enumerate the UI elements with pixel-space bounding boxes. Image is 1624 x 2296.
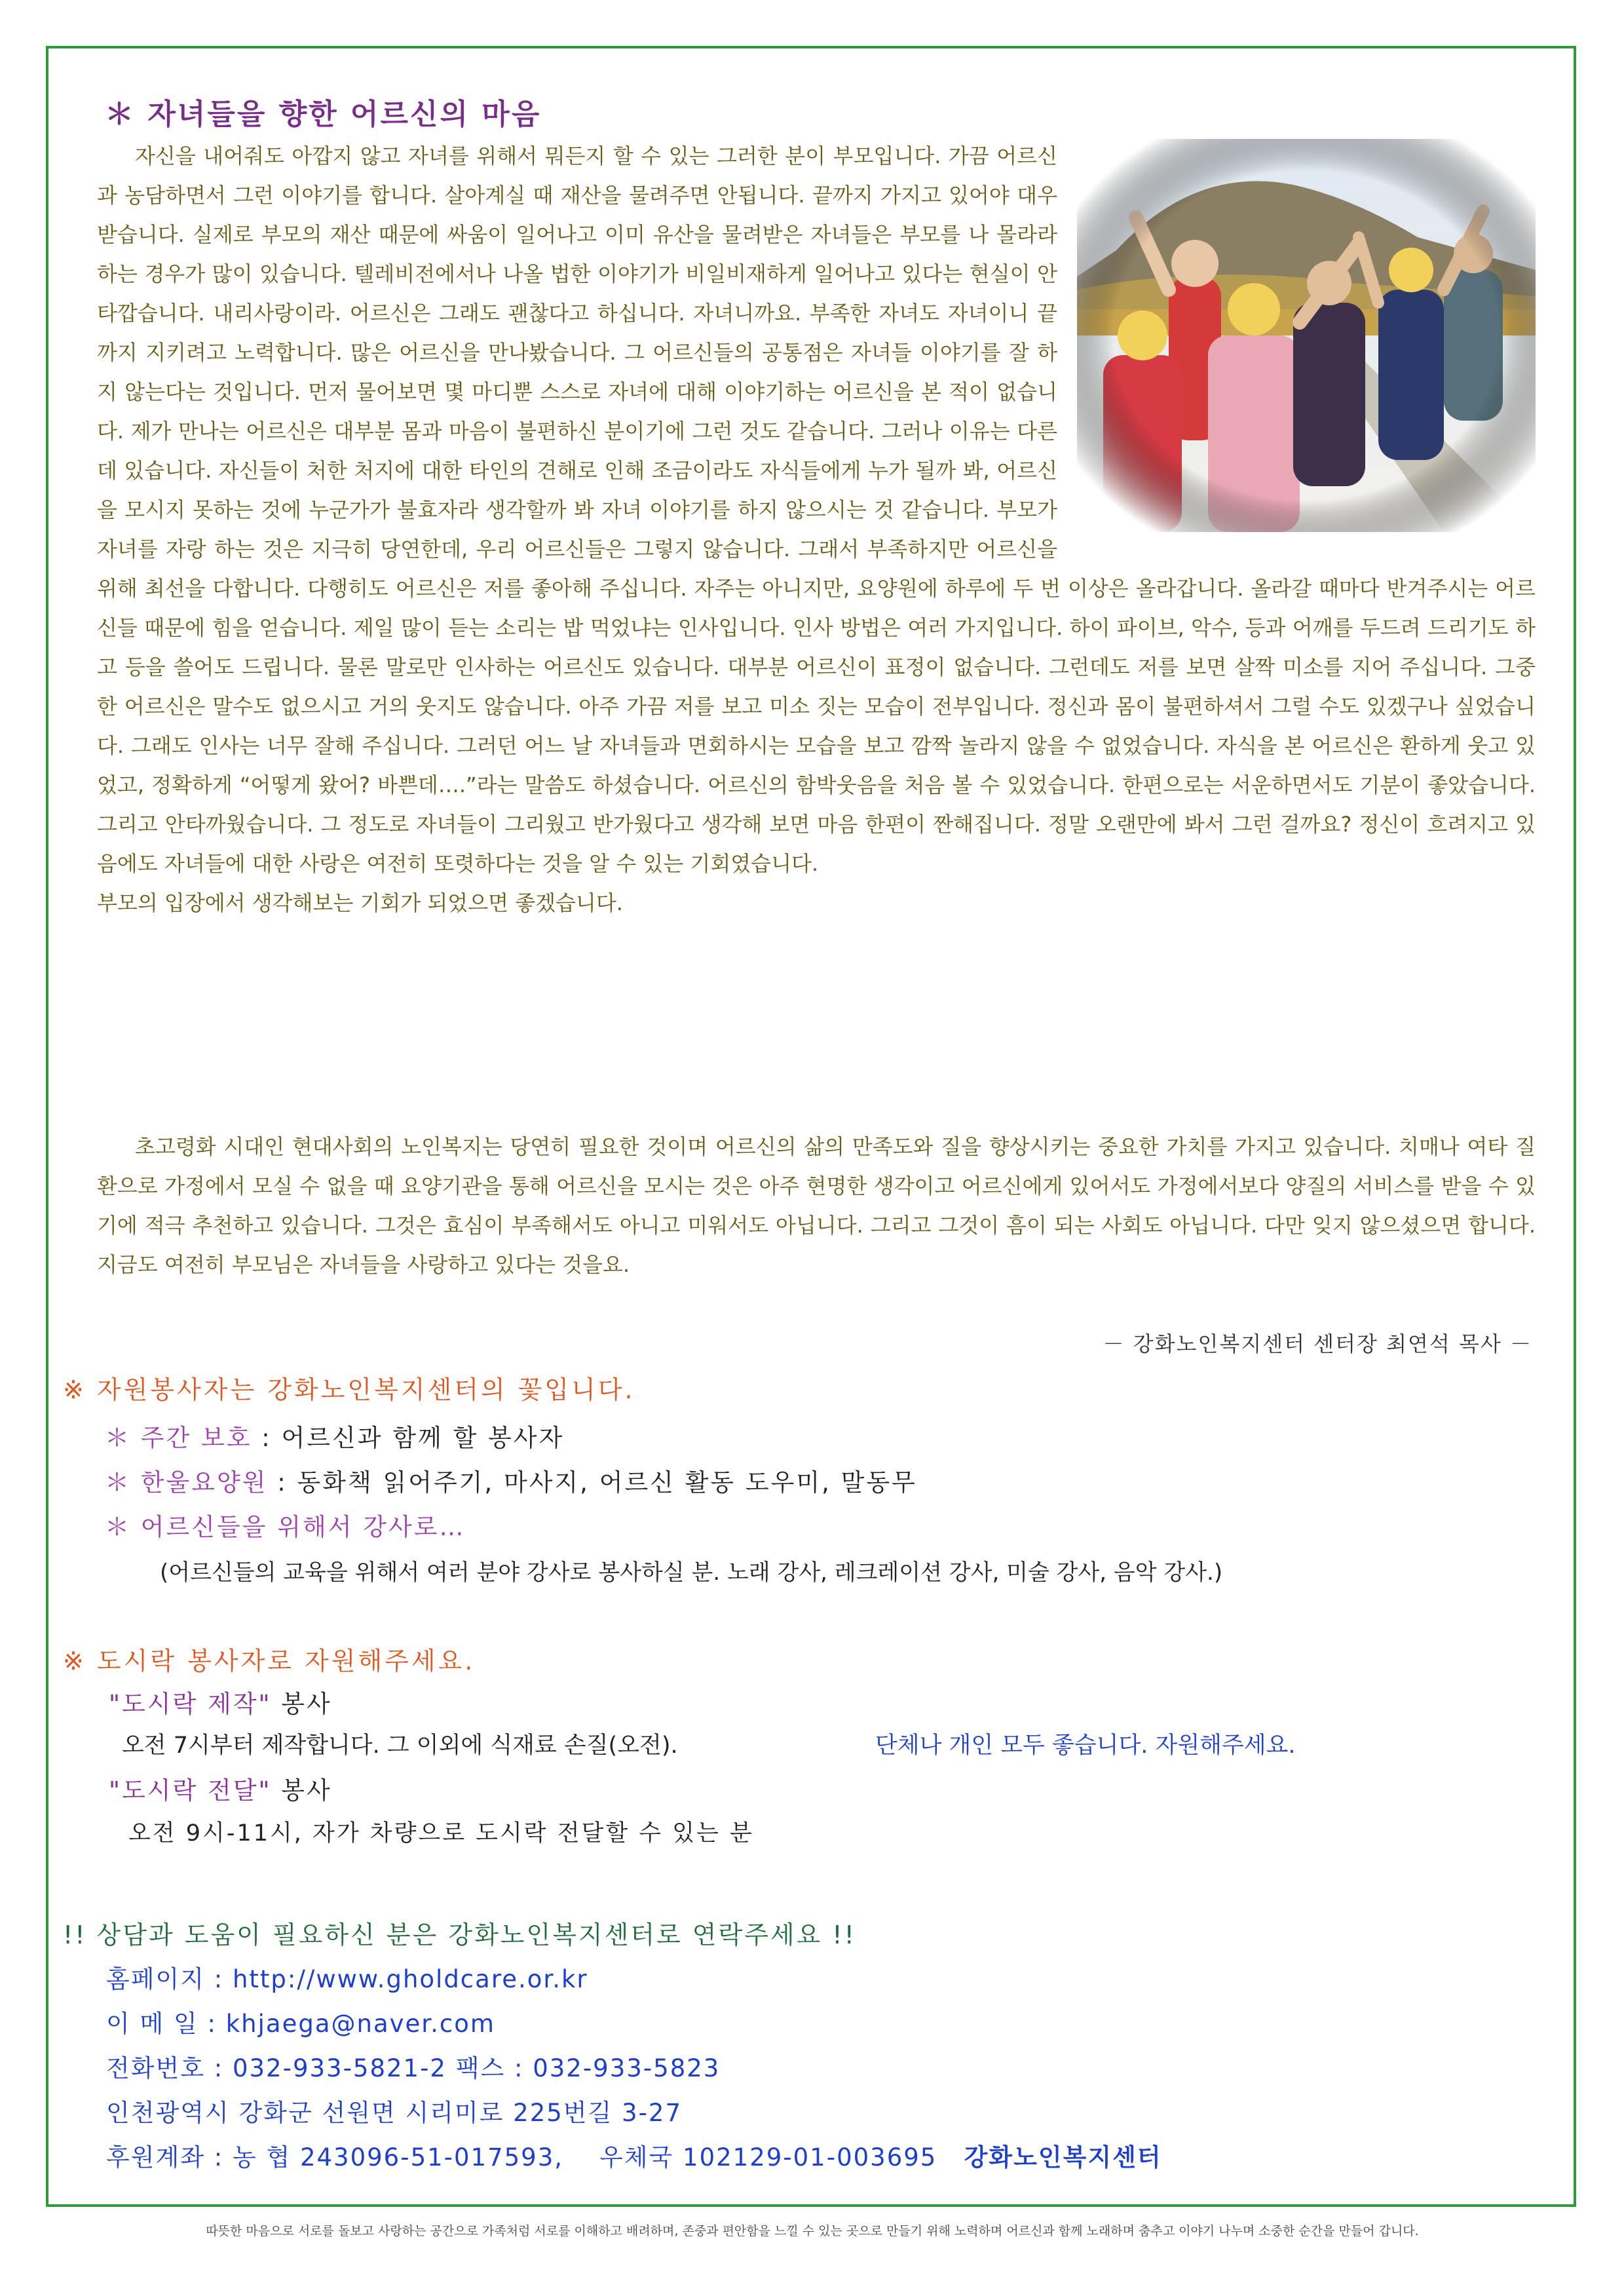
account-label: 후원계좌 : [106,2143,233,2172]
contact-email-row [106,2004,495,2039]
article-title: ＊ 자녀들을 향한 어르신의 마음 [105,98,542,131]
account-post: 우체국 102129-01-003695 [599,2143,937,2172]
article-paragraph-1: 자신을 내어줘도 아깝지 않고 자녀를 위해서 뭐든지 할 수 있는 그러한 분이 부모입니다. 가끔 어르신과 농담하면서 그런 이야기를 합니다. 살아계실 때 재산을 물려주면 안됩니다. 끝까지 가지고 있어야 대우받습니다. 실제로 부모의 재산 때문에 싸움이 일어나고 이미 유산을 물려받은 자녀들은 부모를 나 몰라라 하는 경우가 많이 있습니다. 텔레비전에서나 나올 법한 이야기가 비일비재하게 일어나고 있다는 현실이 안타깝습니다. 내리사랑이라. 어르신은 그래도 괜찮다고 하십니다. 자녀니까요. 부족한 자녀도 자녀이니 끝까지 지키려고 노력합니다. 많은 어르신을 만나봤습니다. 그 어르신들의 공통점은 자녀들 이야기를 잘 하지 않는다는 것입니다. 먼저 물어보면 몇 마디뿐 스스로 자녀에 대해 이야기하는 어르신을 본 적이 없습니다. 제가 만나는 어르신은 대부분 몸과 마음이 불편하신 분이기에 그런 것도 같습니다. 그러나 이유는 다른 데 있습니다. 자신들이 처한 처지에 대한 타인의 견해로 인해 조금이라도 자식들에게 누가 될까 봐, 어르신을 모시지 못하는 것에 누군가가 불효자라 생각할까 봐 자녀 이야기를 하지 않으시는 것 같습니다. 부모가 자녀를 자랑 하는 것은 지극히 당연한데, 우리 어르신들은 그렇지 않습니다. 그래서 부족하지만 어르신을 위해 최선을 다합니다. 다행히도 어르신은 저를 좋아해 주십니다. 자주는 아니지만, 요양원에 하루에 두 번 이상은 올라갑니다. 올라갈 때마다 반겨주시는 어르신들 때문에 힘을 얻습니다. 제일 많이 듣는 소리는 밥 먹었냐는 인사입니다. 인사 방법은 여러 가지입니다. 하이 파이브, 악수, 등과 어깨를 두드려 드리기도 하고 등을 쓸어도 드립니다. 물론 말로만 인사하는 어르신도 있습니다. 대부분 어르신이 표정이 없습니다. 그런데도 저를 보면 살짝 미소를 지어 주십니다. 그중 한 어르신은 말수도 없으시고 거의 웃지도 않습니다. 아주 가끔 저를 보고 미소 짓는 모습이 전부입니다. 정신과 몸이 불편하셔서 그럴 수도 있겠구나 싶었습니다. 그래도 인사는 너무 잘해 주십니다. 그러던 어느 날 자녀들과 면회하시는 모습을 보고 깜짝 놀라지 않을 수 없었습니다. 자식을 본 어르신은 환하게 웃고 있었고, 정확하게 “어떻게 왔어? 바쁜데….”라는 말씀도 하셨습니다. 어르신의 함박웃음을 처음 볼 수 있었습니다. 한편으로는 서운하면서도 기분이 좋았습니다. 그리고 안타까웠습니다. 그 정도로 자녀들이 그리웠고 반가웠다고 생각해 보면 마음 한편이 짠해집니다. 정말 오랜만에 봐서 그런 걸까요? 정신이 흐려지고 있음에도 자녀들에 대한 사랑은 여전히 또렷하다는 것을 알 수 있는 기회였습니다. [97,144,1536,876]
lunchbox-make-note: 단체나 개인 모두 좋습니다. 자원해주세요. [875,1732,1296,1759]
lunchbox-make-desc: 오전 7시부터 제작합니다. 그 이외에 식재료 손질(오전). [122,1732,678,1759]
volunteer-item-nursing-home [105,1463,917,1498]
homepage-label: 홈페이지 : [106,1965,233,1993]
article-body [97,136,1536,923]
lunchbox-deliver-heading [109,1770,332,1806]
volunteer-item-day-care [105,1418,564,1453]
article-signature: － 강화노인복지센터 센터장 최연석 목사 － [1103,1331,1532,1356]
volunteer-item-instructor [105,1507,465,1542]
fax-number: 032-933-5823 [533,2054,721,2082]
article-paragraph-closing: 부모의 입장에서 생각해보는 기회가 되었으면 좋겠습니다. [97,890,623,915]
lunchbox-deliver-suffix: 봉사 [271,1776,332,1805]
volunteer-item-label: ＊ 어르신들을 위해서 강사로… [105,1513,466,1541]
homepage-link[interactable]: http://www.gholdcare.or.kr [232,1965,588,1993]
lunchbox-deliver-label: "도시락 전달" [109,1776,272,1805]
contact-phone-row [106,2048,720,2084]
article-paragraph-2: 초고령화 시대인 현대사회의 노인복지는 당연히 필요한 것이며 어르신의 삶의 만족도와 질을 향상시키는 중요한 가치를 가지고 있습니다. 치매나 여타 질환으로 가정에서 모실 수 없을 때 요양기관을 통해 어르신을 모시는 것은 아주 현명한 생각이고 어르신에게 있어서도 가정에서보다 양질의 서비스를 받을 수 있기에 적극 추천하고 있습니다. 그것은 효심이 부족해서도 아니고 미워서도 아닙니다. 그리고 그것이 흠이 되는 사회도 아닙니다. 다만 잊지 않으셨으면 합니다. 지금도 여전히 부모님은 자녀들을 사랑하고 있다는 것을요. [97,1134,1536,1277]
email-link[interactable]: khjaega@naver.com [225,2010,495,2038]
fax-label: 팩스 : [446,2054,533,2082]
account-nh: 농 협 243096-51-017593, [232,2143,564,2172]
volunteer-item-label: ＊ 주간 보호 [105,1424,252,1452]
article-body-2 [97,1127,1536,1284]
contact-title: !! 상담과 도움이 필요하신 분은 강화노인복지센터로 연락주세요 !! [63,1921,856,1949]
lunchbox-make-suffix: 봉사 [271,1690,332,1718]
contact-address: 인천광역시 강화군 선원면 시리미로 225번길 3-27 [106,2099,683,2127]
page-footer: 따뜻한 마음으로 서로를 돌보고 사랑하는 공간으로 가족처럼 서로를 이해하고 배려하며, 존중과 편안함을 느낄 수 있는 곳으로 만들기 위해 노력하며 어르신과 함께 노래하며 춤추고 이야기 나누며 소중한 순간을 만들어 갑니다. [206,2224,1419,2238]
photo-elderly-group [1077,139,1536,532]
volunteer-item-label: ＊ 한울요양원 [105,1468,268,1497]
lunchbox-make-label: "도시락 제작" [109,1690,272,1718]
volunteer-item-desc: : 동화책 읽어주기, 마사지, 어르신 활동 도우미, 말동무 [267,1468,917,1497]
volunteer-instructor-note: (어르신들의 교육을 위해서 여러 분야 강사로 봉사하실 분. 노래 강사, 레크레이션 강사, 미술 강사, 음악 강사.) [160,1559,1223,1586]
contact-account-row [106,2137,1162,2173]
lunchbox-make-heading [109,1684,332,1719]
phone-number: 032-933-5821-2 [232,2054,447,2082]
email-label: 이 메 일 : [106,2010,226,2038]
account-owner: 강화노인복지센터 [964,2143,1162,2172]
volunteer-item-desc: : 어르신과 함께 할 봉사자 [252,1424,565,1452]
volunteer-section-title: ※ 자원봉사자는 강화노인복지센터의 꽃입니다. [63,1375,635,1404]
phone-label: 전화번호 : [106,2054,233,2082]
lunchbox-section-title: ※ 도시락 봉사자로 자원해주세요. [63,1647,476,1675]
lunchbox-deliver-desc: 오전 9시-11시, 자가 차량으로 도시락 전달할 수 있는 분 [128,1820,754,1846]
contact-homepage-row [106,1959,588,1995]
